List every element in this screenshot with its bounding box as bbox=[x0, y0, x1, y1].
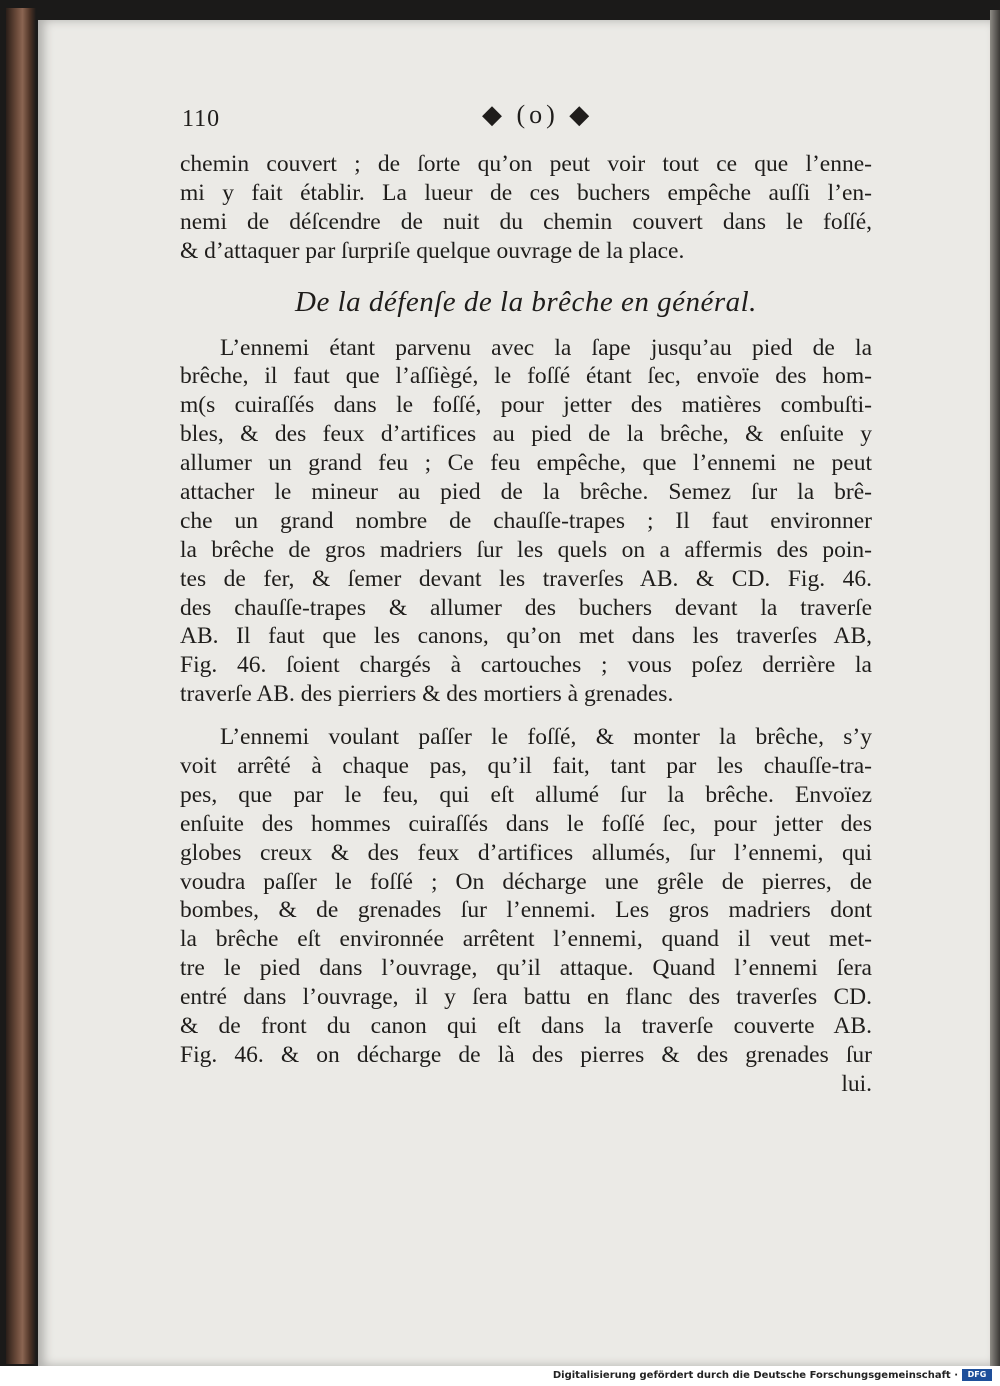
text-line: voit arrêté à chaque pas, qu’il fait, tant par les chauſſe-tra- bbox=[180, 753, 872, 780]
text-line: AB. Il faut que les canons, qu’on met dans les traverſes AB, bbox=[180, 623, 872, 650]
text-line: bombes, & de grenades ſur l’ennemi. Les gros madriers dont bbox=[180, 897, 872, 924]
page-text bbox=[180, 150, 872, 1099]
paragraph-2 bbox=[180, 334, 872, 710]
text-line: tes de fer, & ſemer devant les traverſes AB. & CD. Fig. 46. bbox=[180, 565, 872, 592]
text-line: & d’attaquer par ſurpriſe quelque ouvrage de la place. bbox=[180, 237, 685, 264]
text-line: mi y fait établir. La lueur de ces buchers empêche auſſi l’en- bbox=[180, 179, 872, 206]
page-header bbox=[182, 92, 872, 132]
text-line: enſuite des hommes cuiraſſés dans le foſſé ſec, pour jetter des bbox=[180, 810, 872, 837]
header-ornament: ◆ (o) ◆ bbox=[482, 100, 594, 129]
text-line: pes, que par le feu, qui eſt allumé ſur la brêche. Envoïez bbox=[180, 781, 872, 808]
book-spine-edge bbox=[6, 8, 36, 1364]
text-line: Fig. 46. ſoient chargés à cartouches ; vous poſez derrière la bbox=[180, 652, 872, 679]
text-line: attacher le mineur au pied de la brêche. Semez ſur la brê- bbox=[180, 479, 872, 506]
text-line: allumer un grand feu ; Ce feu empêche, que l’ennemi ne peut bbox=[180, 450, 872, 477]
text-line: bles, & des feux d’artifices au pied de la brêche, & enſuite y bbox=[180, 421, 872, 448]
text-line: che un grand nombre de chauſſe-trapes ; Il faut environner bbox=[180, 507, 872, 534]
text-line: traverſe AB. des pierriers & des mortiers à grenades. bbox=[180, 681, 674, 708]
text-line: globes creux & des feux d’artifices allumés, ſur l’ennemi, qui bbox=[180, 839, 872, 866]
text-line: m(s cuiraſſés dans le foſſé, pour jetter des matières combuſti- bbox=[180, 392, 872, 419]
text-line: voudra paſſer le foſſé ; On décharge une grêle de pierres, de bbox=[180, 868, 872, 895]
text-line: tre le pied dans l’ouvrage, qu’il attaque. Quand l’ennemi ſera bbox=[180, 955, 872, 982]
section-heading: De la défenſe de la brêche en général. bbox=[295, 285, 757, 318]
text-line: entré dans l’ouvrage, il y ſera battu en flanc des traverſes CD. bbox=[180, 984, 872, 1011]
dfg-logo: DFG bbox=[962, 1369, 992, 1381]
text-line: la brêche de gros madriers ſur les quels on a affermis des poin- bbox=[180, 536, 872, 563]
paragraph-3 bbox=[180, 723, 872, 1099]
text-line: & de front du canon qui eſt dans la traverſe couverte AB. bbox=[180, 1013, 872, 1040]
text-line: la brêche eſt environnée arrêtent l’ennemi, quand il veut met- bbox=[180, 926, 872, 953]
funding-credit: Digitalisierung gefördert durch die Deutsche Forschungsgemeinschaft · bbox=[552, 1370, 958, 1381]
text-line: chemin couvert ; de ſorte qu’on peut voir tout ce que l’enne- bbox=[180, 151, 872, 177]
text-line: brêche, il faut que l’aſſiègé, le foſſé étant ſec, envoïe des hom- bbox=[180, 363, 872, 390]
text-line: nemi de déſcendre de nuit du chemin couvert dans le foſſé, bbox=[180, 208, 872, 235]
text-line: L’ennemi voulant paſſer le foſſé, & monter la brêche, s’y bbox=[220, 724, 872, 751]
book-right-edge bbox=[990, 10, 1000, 1366]
text-line: des chauſſe-trapes & allumer des buchers devant la traverſe bbox=[180, 594, 872, 621]
paragraph-1 bbox=[180, 150, 872, 266]
text-line: L’ennemi étant parvenu avec la ſape jusqu’au pied de la bbox=[220, 334, 872, 361]
text-line: Fig. 46. & on décharge de là des pierres & des grenades ſur bbox=[180, 1041, 872, 1068]
page-number: 110 bbox=[182, 106, 221, 132]
catchword: lui. bbox=[841, 1070, 872, 1097]
paragraph-spacer bbox=[180, 709, 872, 723]
